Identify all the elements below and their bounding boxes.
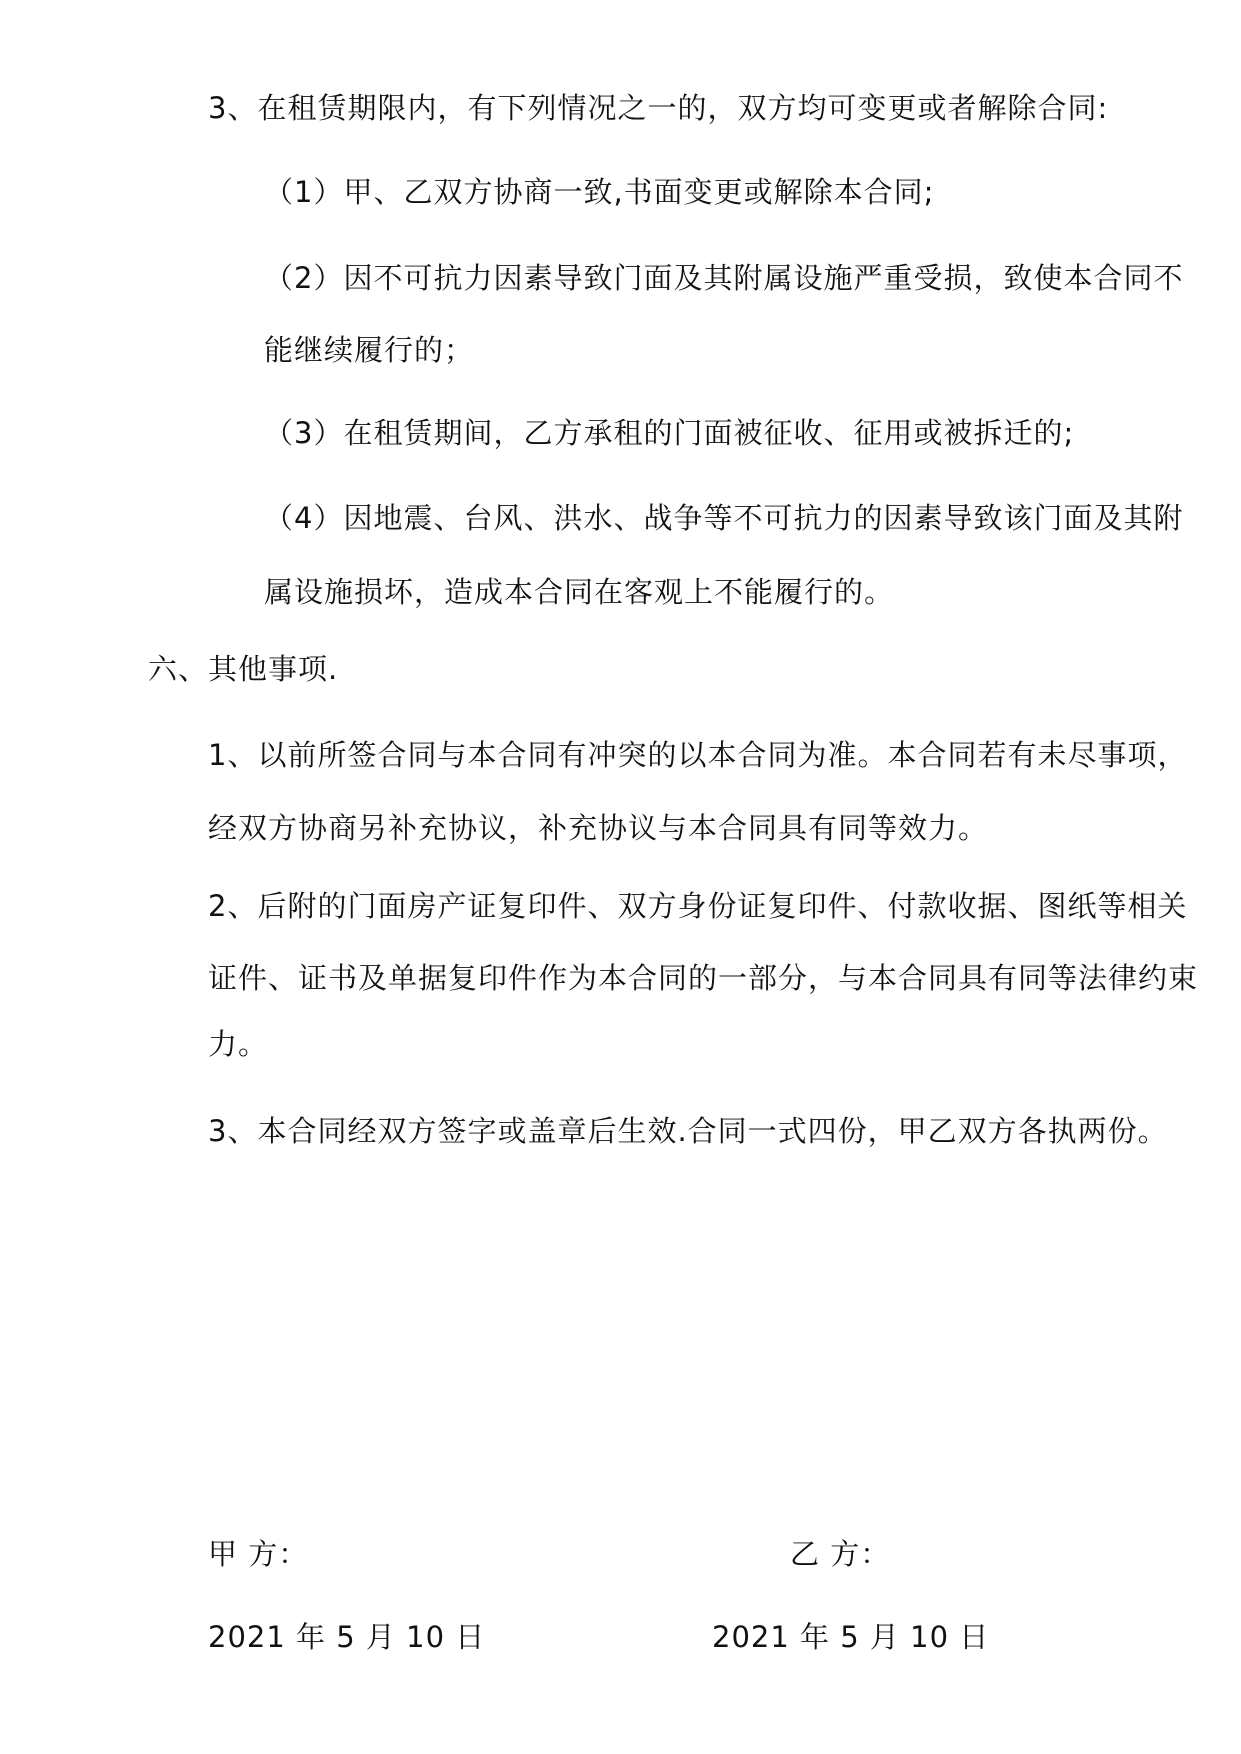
clause-item-4-line-2: 属设施损坏，造成本合同在客观上不能履行的。 xyxy=(264,575,895,609)
section-6-paragraph-2-line-3: 力。 xyxy=(208,1027,269,1061)
clause-item-3: （3）在租赁期间，乙方承租的门面被征收、征用或被拆迁的; xyxy=(264,416,1075,450)
clause-item-4-line-1: （4）因地震、台风、洪水、战争等不可抗力的因素导致该门面及其附 xyxy=(264,501,1184,535)
section-6-paragraph-1-line-1: 1、以前所签合同与本合同有冲突的以本合同为准。本合同若有未尽事项， xyxy=(208,738,1188,772)
clause-3-intro: 3、在租赁期限内，有下列情况之一的，双方均可变更或者解除合同: xyxy=(208,91,1109,125)
section-6-paragraph-2-line-2: 证件、证书及单据复印件作为本合同的一部分，与本合同具有同等法律约束 xyxy=(208,961,1199,995)
section-6-paragraph-1-line-2: 经双方协商另补充协议，补充协议与本合同具有同等效力。 xyxy=(208,811,989,845)
party-b-signature-label: 乙 方： xyxy=(790,1537,891,1571)
section-6-paragraph-2-line-1: 2、后附的门面房产证复印件、双方身份证复印件、付款收据、图纸等相关 xyxy=(208,889,1188,923)
clause-item-2-line-2: 能继续履行的； xyxy=(264,333,475,367)
party-b-date: 2021 年 5 月 10 日 xyxy=(712,1620,990,1654)
party-a-date: 2021 年 5 月 10 日 xyxy=(208,1620,486,1654)
clause-item-1: （1）甲、乙双方协商一致,书面变更或解除本合同; xyxy=(264,175,935,209)
section-6-paragraph-3: 3、本合同经双方签字或盖章后生效.合同一式四份，甲乙双方各执两份。 xyxy=(208,1114,1168,1148)
section-6-heading: 六、其他事项. xyxy=(148,652,339,686)
clause-item-2-line-1: （2）因不可抗力因素导致门面及其附属设施严重受损，致使本合同不 xyxy=(264,261,1184,295)
party-a-signature-label: 甲 方： xyxy=(208,1537,309,1571)
